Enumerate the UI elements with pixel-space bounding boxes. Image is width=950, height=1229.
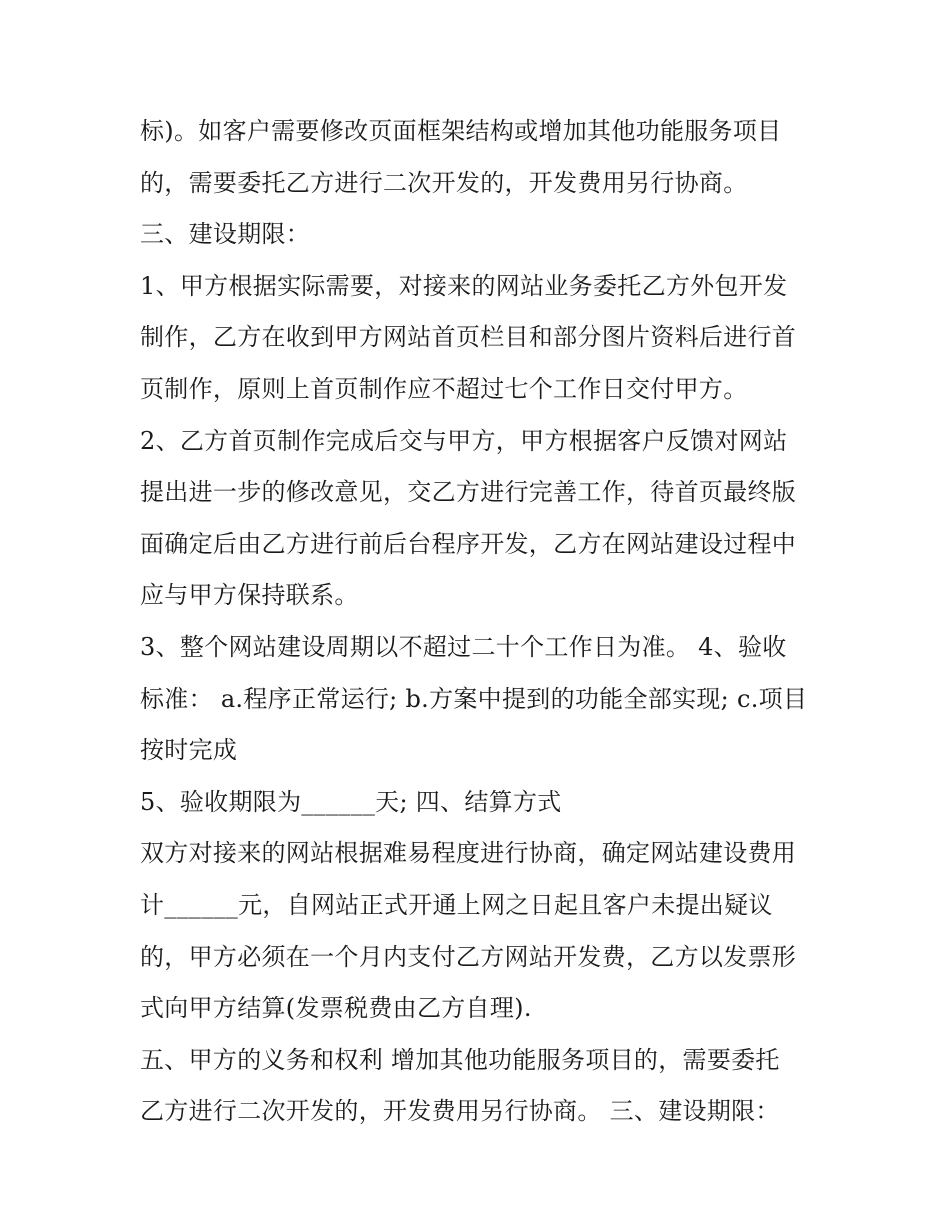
text-line: 五、甲方的义务和权利 增加其他功能服务项目的，需要委托	[140, 1045, 780, 1074]
text-line: 5、验收期限为______天; 四、结算方式	[140, 787, 562, 816]
text-line: 标准： a.程序正常运行; b.方案中提到的功能全部实现; c.项目	[140, 684, 808, 713]
text-line: 页制作，原则上首页制作应不超过七个工作日交付甲方。	[140, 374, 748, 403]
contract-text	[140, 106, 830, 1138]
text-line: 式向甲方结算(发票税费由乙方自理).	[140, 994, 532, 1023]
text-line: 计______元，自网站正式开通上网之日起且客户未提出疑议	[140, 890, 773, 919]
text-line: 的，甲方必须在一个月内支付乙方网站开发费，乙方以发票形	[140, 942, 797, 971]
text-line: 2、乙方首页制作完成后交与甲方，甲方根据客户反馈对网站	[140, 426, 788, 455]
text-line: 制作，乙方在收到甲方网站首页栏目和部分图片资料后进行首	[140, 323, 797, 352]
text-line: 提出进一步的修改意见，交乙方进行完善工作，待首页最终版	[140, 478, 797, 507]
text-line: 双方对接来的网站根据难易程度进行协商，确定网站建设费用	[140, 839, 797, 868]
text-line: 面确定后由乙方进行前后台程序开发，乙方在网站建设过程中	[140, 529, 797, 558]
text-line: 3、整个网站建设周期以不超过二十个工作日为准。 4、验收	[140, 632, 787, 661]
section-heading: 三、建设期限：	[140, 220, 311, 249]
text-line: 按时完成	[140, 736, 238, 765]
text-line: 的，需要委托乙方进行二次开发的，开发费用另行协商。	[140, 168, 748, 197]
text-line: 乙方进行二次开发的，开发费用另行协商。 三、建设期限：	[140, 1097, 780, 1126]
text-line: 应与甲方保持联系。	[140, 581, 359, 610]
text-line: 标)。如客户需要修改页面框架结构或增加其他功能服务项目	[140, 117, 782, 145]
text-line: 1、甲方根据实际需要，对接来的网站业务委托乙方外包开发	[140, 271, 788, 300]
